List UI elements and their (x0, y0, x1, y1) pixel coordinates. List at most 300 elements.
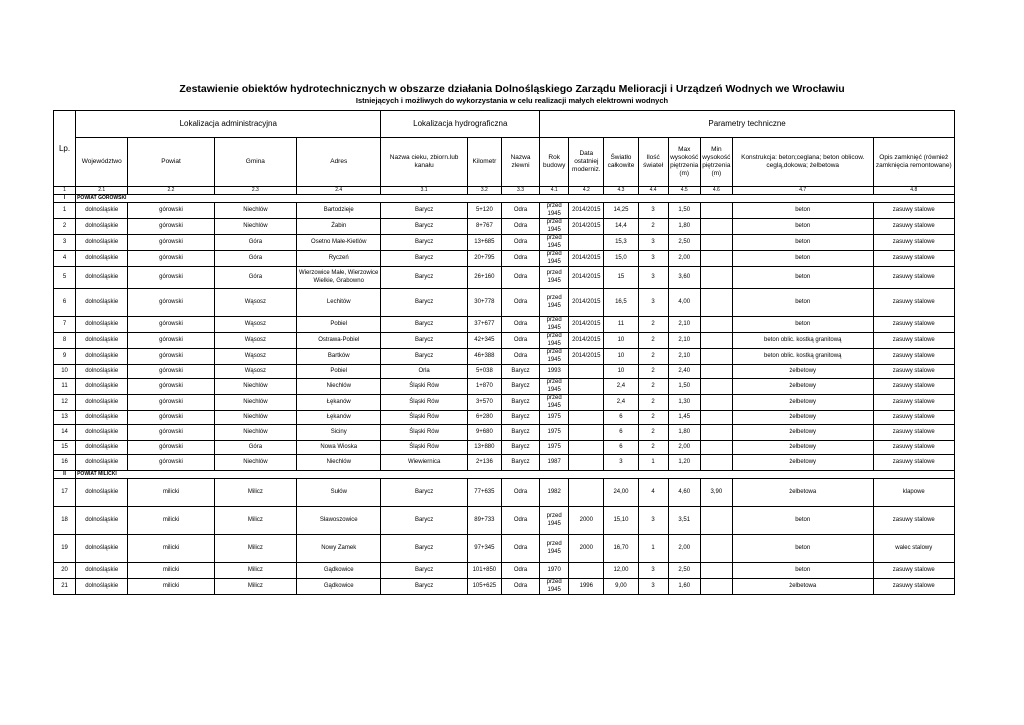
table-cell: Góra (214, 441, 296, 455)
table-cell: 2000 (569, 507, 604, 535)
table-cell: Barycz (381, 317, 467, 333)
table-cell: górowski (128, 455, 214, 471)
table-cell: Śląski Rów (381, 441, 467, 455)
table-cell: beton (732, 219, 873, 235)
table-cell: 10 (604, 365, 638, 379)
table-cell: przed 1945 (540, 251, 569, 267)
table-cell: górowski (128, 251, 214, 267)
table-cell: dolnośląskie (76, 203, 128, 219)
table-cell: 3,51 (668, 507, 700, 535)
table-cell: 24,00 (604, 479, 638, 507)
table-cell (700, 219, 732, 235)
col-header-wojewodztwo: Województwo (76, 138, 128, 187)
table-cell (700, 579, 732, 595)
table-cell: zasuwy stalowe (873, 365, 954, 379)
table-cell: Odra (501, 251, 539, 267)
table-cell: Odra (501, 289, 539, 317)
table-cell: Odra (501, 333, 539, 349)
table-cell: zasuwy stalowe (873, 317, 954, 333)
table-cell: 5 (54, 267, 76, 289)
table-cell: 2 (638, 425, 668, 441)
table-row (54, 333, 955, 349)
table-cell: przed 1945 (540, 507, 569, 535)
hydro-objects-table (53, 110, 955, 595)
table-cell: 2,40 (668, 365, 700, 379)
col-header-kilometr: Kilometr (467, 138, 501, 187)
table-cell: 2 (638, 333, 668, 349)
table-cell: Orla (381, 365, 467, 379)
table-cell: Wąsosz (214, 333, 296, 349)
table-cell: Góra (214, 267, 296, 289)
table-cell: zasuwy stalowe (873, 411, 954, 425)
table-cell: zasuwy stalowe (873, 333, 954, 349)
table-cell: 6 (54, 289, 76, 317)
table-cell: 2 (638, 441, 668, 455)
col-header-nazwa-zlewni: Nazwa zlewni (501, 138, 539, 187)
table-cell: 3+570 (467, 395, 501, 411)
column-number-cell: 4.4 (638, 187, 668, 195)
table-cell: dolnośląskie (76, 235, 128, 251)
table-cell: Niechlów (214, 379, 296, 395)
table-cell: górowski (128, 267, 214, 289)
table-cell (569, 441, 604, 455)
table-cell: zasuwy stalowe (873, 203, 954, 219)
table-cell: 46+388 (467, 349, 501, 365)
column-header-row (54, 138, 955, 187)
table-cell: Milicz (214, 535, 296, 563)
table-cell: górowski (128, 203, 214, 219)
table-cell (569, 365, 604, 379)
table-cell (700, 455, 732, 471)
table-cell: 3,90 (700, 479, 732, 507)
group-header-admin: Lokalizacja administracyjna (76, 111, 381, 138)
table-cell: 2,00 (668, 251, 700, 267)
table-row (54, 535, 955, 563)
table-cell: Barycz (381, 563, 467, 579)
table-cell: przed 1945 (540, 535, 569, 563)
column-number-cell: 3.3 (501, 187, 539, 195)
table-cell: zasuwy stalowe (873, 349, 954, 365)
table-cell: 105+625 (467, 579, 501, 595)
table-cell (700, 563, 732, 579)
table-cell: 13 (54, 411, 76, 425)
table-cell (569, 425, 604, 441)
group-header-tech: Parametry techniczne (540, 111, 955, 138)
table-row (54, 507, 955, 535)
table-cell: dolnośląskie (76, 425, 128, 441)
table-cell: 8+767 (467, 219, 501, 235)
table-cell: Barycz (501, 441, 539, 455)
table-cell: 7 (54, 317, 76, 333)
table-cell: beton (732, 563, 873, 579)
col-header-opis-zamkniec: Opis zamknięć (również zamknięcia remontowane) (873, 138, 954, 187)
table-cell: 4,60 (668, 479, 700, 507)
table-cell: Barycz (381, 507, 467, 535)
table-cell: Śląski Rów (381, 411, 467, 425)
table-cell: Góra (214, 251, 296, 267)
table-cell: 19 (54, 535, 76, 563)
table-row (54, 563, 955, 579)
table-cell: Barycz (501, 425, 539, 441)
table-cell: Nowy Zamek (297, 535, 381, 563)
table-cell: 3 (638, 203, 668, 219)
column-number-cell: 2.4 (297, 187, 381, 195)
table-cell: zasuwy stalowe (873, 251, 954, 267)
table-cell: dolnośląskie (76, 507, 128, 535)
col-header-min-wysokosc: Min wysokość piętrzenia (m) (700, 138, 732, 187)
table-cell: 9,00 (604, 579, 638, 595)
table-cell: Ryczeń (297, 251, 381, 267)
table-cell: 37+677 (467, 317, 501, 333)
table-cell: zasuwy stalowe (873, 425, 954, 441)
table-cell: Barycz (501, 455, 539, 471)
table-cell (700, 289, 732, 317)
table-cell: przed 1945 (540, 349, 569, 365)
column-number-cell: 4.1 (540, 187, 569, 195)
table-cell: 2 (638, 411, 668, 425)
table-cell: 1 (638, 535, 668, 563)
table-row (54, 365, 955, 379)
table-cell: 1975 (540, 441, 569, 455)
table-cell: milicki (128, 479, 214, 507)
table-cell: 16,5 (604, 289, 638, 317)
table-cell: Odra (501, 479, 539, 507)
table-cell: 18 (54, 507, 76, 535)
section-name: POWIAT MILICKI (76, 471, 955, 479)
table-cell: Niechlów (297, 455, 381, 471)
table-cell: 30+778 (467, 289, 501, 317)
table-cell (700, 365, 732, 379)
table-cell: 97+345 (467, 535, 501, 563)
table-cell: górowski (128, 317, 214, 333)
table-cell: 2,10 (668, 317, 700, 333)
table-cell: Milicz (214, 507, 296, 535)
table-row (54, 479, 955, 507)
column-number-row (54, 187, 955, 195)
table-cell: przed 1945 (540, 289, 569, 317)
table-cell: Siciny (297, 425, 381, 441)
table-cell: 15,0 (604, 251, 638, 267)
table-cell: 6+280 (467, 411, 501, 425)
table-cell: 42+345 (467, 333, 501, 349)
table-cell: górowski (128, 289, 214, 317)
table-cell: 2014/2015 (569, 251, 604, 267)
table-cell: żelbetowa (732, 579, 873, 595)
column-number-cell: 4.8 (873, 187, 954, 195)
table-row (54, 267, 955, 289)
table-cell: żelbetowy (732, 395, 873, 411)
table-row (54, 349, 955, 365)
table-cell: 1,20 (668, 455, 700, 471)
table-cell (700, 235, 732, 251)
table-cell (700, 203, 732, 219)
col-header-max-wysokosc: Max wysokość piętrzenia (m) (668, 138, 700, 187)
table-cell: górowski (128, 235, 214, 251)
table-cell: 11 (54, 379, 76, 395)
table-cell: 3 (54, 235, 76, 251)
table-cell: Wierzowice Małe, Wierzowice Wielkie, Grabowno (297, 267, 381, 289)
table-cell: Odra (501, 349, 539, 365)
table-cell: Barycz (381, 235, 467, 251)
table-cell: 6 (604, 425, 638, 441)
table-cell: Odra (501, 235, 539, 251)
table-cell: 2014/2015 (569, 349, 604, 365)
table-cell: 1,80 (668, 425, 700, 441)
table-cell: 2,50 (668, 563, 700, 579)
table-cell: 12,00 (604, 563, 638, 579)
table-cell: przed 1945 (540, 317, 569, 333)
table-cell: 15,10 (604, 507, 638, 535)
table-cell (700, 395, 732, 411)
column-number-cell: 4.6 (700, 187, 732, 195)
table-cell: Odra (501, 219, 539, 235)
table-row (54, 425, 955, 441)
table-cell: górowski (128, 441, 214, 455)
table-cell: 4,00 (668, 289, 700, 317)
section-roman: I (54, 195, 76, 203)
document-subtitle: Istniejących i możliwych do wykorzystania w celu realizacji małych elektrowni wodnych (355, 96, 669, 105)
table-cell: 4 (638, 479, 668, 507)
table-cell: żelbetowy (732, 425, 873, 441)
table-cell: 2 (638, 365, 668, 379)
col-header-powiat: Powiat (128, 138, 214, 187)
table-cell: dolnośląskie (76, 395, 128, 411)
table-cell: Śląski Rów (381, 395, 467, 411)
table-row (54, 379, 955, 395)
col-header-rok-budowy: Rok budowy (540, 138, 569, 187)
table-cell: beton (732, 235, 873, 251)
table-cell: 2 (638, 349, 668, 365)
table-cell: beton (732, 535, 873, 563)
table-cell: 3 (638, 563, 668, 579)
table-cell: 8 (54, 333, 76, 349)
table-cell: Niechlów (297, 379, 381, 395)
table-cell: 2,00 (668, 441, 700, 455)
table-cell: 2 (638, 219, 668, 235)
table-cell: przed 1945 (540, 235, 569, 251)
table-cell: zasuwy stalowe (873, 579, 954, 595)
table-cell: górowski (128, 219, 214, 235)
table-cell: 1,80 (668, 219, 700, 235)
col-header-gmina: Gmina (214, 138, 296, 187)
table-cell: zasuwy stalowe (873, 563, 954, 579)
column-number-cell: 4.3 (604, 187, 638, 195)
table-cell: Pobiel (297, 317, 381, 333)
table-cell: Żabin (297, 219, 381, 235)
table-cell: beton (732, 251, 873, 267)
table-cell: dolnośląskie (76, 219, 128, 235)
table-cell: zasuwy stalowe (873, 455, 954, 471)
column-number-cell: 2.1 (76, 187, 128, 195)
table-cell: 1,50 (668, 379, 700, 395)
table-row (54, 317, 955, 333)
table-cell (700, 333, 732, 349)
column-number-cell: 3.2 (467, 187, 501, 195)
table-cell: 2,50 (668, 235, 700, 251)
table-cell: dolnośląskie (76, 455, 128, 471)
table-cell: dolnośląskie (76, 379, 128, 395)
table-cell: 77+635 (467, 479, 501, 507)
table-cell: dolnośląskie (76, 365, 128, 379)
table-cell: 13+880 (467, 441, 501, 455)
table-cell: 2,10 (668, 333, 700, 349)
table-row (54, 411, 955, 425)
table-cell: żelbetowy (732, 455, 873, 471)
table-cell (700, 251, 732, 267)
table-cell: 2000 (569, 535, 604, 563)
table-cell: górowski (128, 333, 214, 349)
table-cell: 10 (604, 349, 638, 365)
table-row (54, 455, 955, 471)
table-cell: 14 (54, 425, 76, 441)
table-cell (569, 395, 604, 411)
table-cell: żelbetowa (732, 479, 873, 507)
table-cell: 3 (638, 507, 668, 535)
table-cell: Niechlów (214, 425, 296, 441)
table-cell: 3 (604, 455, 638, 471)
table-cell: 6 (604, 411, 638, 425)
column-number-cell: 3.1 (381, 187, 467, 195)
table-cell: Śląski Rów (381, 379, 467, 395)
table-cell: dolnośląskie (76, 563, 128, 579)
table-cell (569, 563, 604, 579)
table-cell: Odra (501, 203, 539, 219)
table-cell: zasuwy stalowe (873, 379, 954, 395)
table-cell: 2 (638, 395, 668, 411)
table-cell: Wąsosz (214, 365, 296, 379)
table-cell: 3 (638, 251, 668, 267)
table-cell: Gądkowice (297, 579, 381, 595)
table-row (54, 579, 955, 595)
col-header-swiatlo: Światło całkowite (604, 138, 638, 187)
column-number-cell: 4.7 (732, 187, 873, 195)
table-cell: 2 (638, 379, 668, 395)
table-cell: górowski (128, 365, 214, 379)
table-cell (569, 479, 604, 507)
table-cell: Barycz (381, 251, 467, 267)
table-cell: Milicz (214, 479, 296, 507)
table-cell: Wąsosz (214, 289, 296, 317)
table-cell: dolnośląskie (76, 267, 128, 289)
table-cell: górowski (128, 411, 214, 425)
table-cell: 2,10 (668, 349, 700, 365)
table-cell (700, 379, 732, 395)
table-cell: dolnośląskie (76, 479, 128, 507)
table-cell: 21 (54, 579, 76, 595)
table-cell: górowski (128, 425, 214, 441)
table-cell: 2014/2015 (569, 267, 604, 289)
table-cell: żelbetowy (732, 411, 873, 425)
table-cell: Śląski Rów (381, 425, 467, 441)
table-cell: 1,50 (668, 203, 700, 219)
table-cell: 10 (54, 365, 76, 379)
col-header-konstrukcja: Konstrukcja: beton;ceglana; beton oblicow. ceglą,dokowa; żelbetowa (732, 138, 873, 187)
table-cell: 2014/2015 (569, 289, 604, 317)
table-cell: walec stalowy (873, 535, 954, 563)
table-cell: 2014/2015 (569, 317, 604, 333)
table-cell: Łękanów (297, 411, 381, 425)
table-cell: Barycz (381, 479, 467, 507)
table-cell: 1+870 (467, 379, 501, 395)
section-name: POWIAT GÓROWSKI (76, 195, 955, 203)
table-row (54, 289, 955, 317)
group-header-hydro: Lokalizacja hydrograficzna (381, 111, 540, 138)
table-cell: Odra (501, 317, 539, 333)
table-cell: Milicz (214, 563, 296, 579)
table-row (54, 441, 955, 455)
table-cell: 1,60 (668, 579, 700, 595)
table-cell: 9+680 (467, 425, 501, 441)
table-cell: Niechlów (214, 219, 296, 235)
table-cell: 15 (604, 267, 638, 289)
table-cell: przed 1945 (540, 379, 569, 395)
section-row (54, 195, 955, 203)
table-cell (569, 235, 604, 251)
table-cell: Barycz (381, 289, 467, 317)
table-cell: 17 (54, 479, 76, 507)
table-cell: 3 (638, 579, 668, 595)
table-cell: Bartków (297, 349, 381, 365)
table-cell: 2014/2015 (569, 219, 604, 235)
table-cell: 10 (604, 333, 638, 349)
table-cell: 1,30 (668, 395, 700, 411)
table-cell: dolnośląskie (76, 579, 128, 595)
table-cell: żelbetowy (732, 379, 873, 395)
column-number-cell: 2.3 (214, 187, 296, 195)
table-cell (700, 425, 732, 441)
col-header-ilosc-swiatel: Ilość świateł (638, 138, 668, 187)
table-cell: Barycz (381, 535, 467, 563)
table-cell: 1,45 (668, 411, 700, 425)
table-cell: Wąsosz (214, 349, 296, 365)
table-cell: zasuwy stalowe (873, 289, 954, 317)
table-cell: 2 (54, 219, 76, 235)
column-number-cell: 1 (54, 187, 76, 195)
table-cell: 20 (54, 563, 76, 579)
table-cell: 1982 (540, 479, 569, 507)
table-cell: 101+850 (467, 563, 501, 579)
table-cell: Pobiel (297, 365, 381, 379)
table-cell: milicki (128, 535, 214, 563)
table-cell: 4 (54, 251, 76, 267)
table-cell (569, 455, 604, 471)
table-row (54, 203, 955, 219)
table-cell: Niechlów (214, 455, 296, 471)
table-cell: 20+795 (467, 251, 501, 267)
table-cell (700, 317, 732, 333)
table-cell: Barycz (381, 333, 467, 349)
table-cell: 2,00 (668, 535, 700, 563)
table-cell: Niechlów (214, 411, 296, 425)
table-cell: zasuwy stalowe (873, 219, 954, 235)
table-cell: 15,3 (604, 235, 638, 251)
table-cell: Wiewiernica (381, 455, 467, 471)
table-body (54, 187, 955, 595)
table-cell (700, 441, 732, 455)
col-header-nazwa-cieku: Nazwa cieku, zbiorn.lub kanału (381, 138, 467, 187)
table-cell: Niechlów (214, 203, 296, 219)
table-cell: beton (732, 267, 873, 289)
table-cell: Bartodzieje (297, 203, 381, 219)
table-cell: Lechitów (297, 289, 381, 317)
table-cell: przed 1945 (540, 203, 569, 219)
table-cell: 13+685 (467, 235, 501, 251)
table-row (54, 251, 955, 267)
table-cell: zasuwy stalowe (873, 441, 954, 455)
table-cell: Odra (501, 535, 539, 563)
col-header-lp: Lp. (54, 111, 76, 187)
table-cell: Barycz (501, 395, 539, 411)
